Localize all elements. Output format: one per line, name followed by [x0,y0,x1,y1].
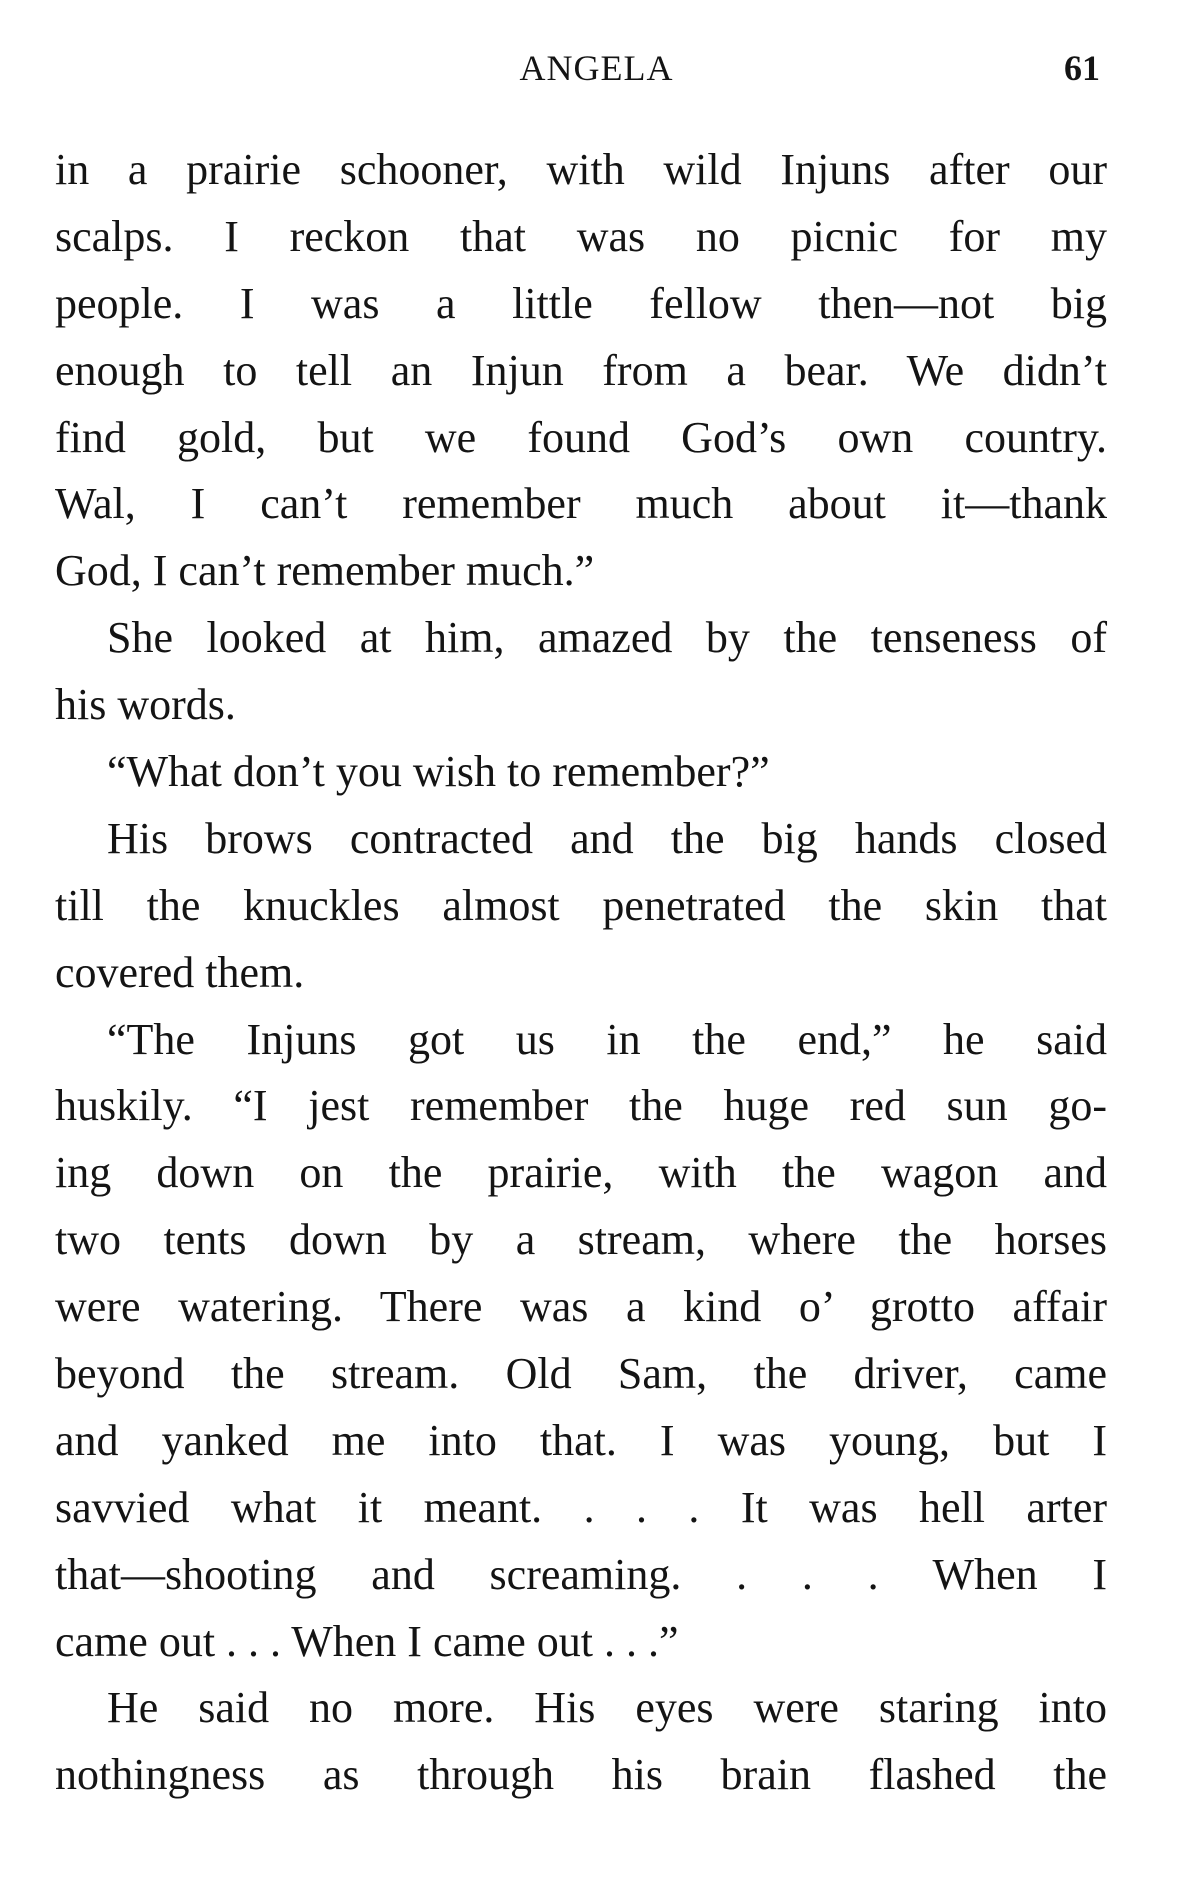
text-line: enough to tell an Injun from a bear. We didn’t [55,345,1107,395]
page-body [55,137,1107,1809]
text-line: “The Injuns got us in the end,” he said [107,1014,1107,1064]
text-line: “What don’t you wish to remember?” [107,747,770,797]
text-line: and yanked me into that. I was young, but I [55,1415,1107,1465]
text-line: in a prairie schooner, with wild Injuns after our [55,145,1107,194]
text-line: covered them. [55,947,305,997]
text-line: God, I can’t remember much.” [55,546,595,596]
text-line: ing down on the prairie, with the wagon and [55,1148,1107,1198]
text-line: that—shooting and screaming. . . . When I [55,1549,1107,1599]
text-line: She looked at him, amazed by the tenseness of [107,613,1107,663]
text-line: huskily. “I jest remember the huge red sun go- [55,1081,1107,1131]
text-line: his words. [55,680,236,730]
text-line: scalps. I reckon that was no picnic for my [55,211,1107,261]
text-line: were watering. There was a kind o’ grotto affair [55,1282,1107,1332]
text-line: people. I was a little fellow then—not big [55,278,1107,328]
running-title: ANGELA [519,48,674,88]
text-line: savvied what it meant. . . . It was hell arter [55,1482,1107,1532]
text-line: two tents down by a stream, where the horses [55,1215,1107,1265]
text-line: Wal, I can’t remember much about it—thank [55,479,1107,529]
text-line: His brows contracted and the big hands closed [107,813,1107,863]
text-line: nothingness as through his brain flashed the [55,1750,1107,1800]
text-line: till the knuckles almost penetrated the skin that [55,880,1107,930]
text-line: came out . . . When I came out . . .” [55,1616,679,1666]
text-line: beyond the stream. Old Sam, the driver, came [55,1349,1107,1399]
text-line: find gold, but we found God’s own country. [55,412,1107,462]
page-number: 61 [1064,48,1100,88]
text-line: He said no more. His eyes were staring into [107,1683,1107,1733]
